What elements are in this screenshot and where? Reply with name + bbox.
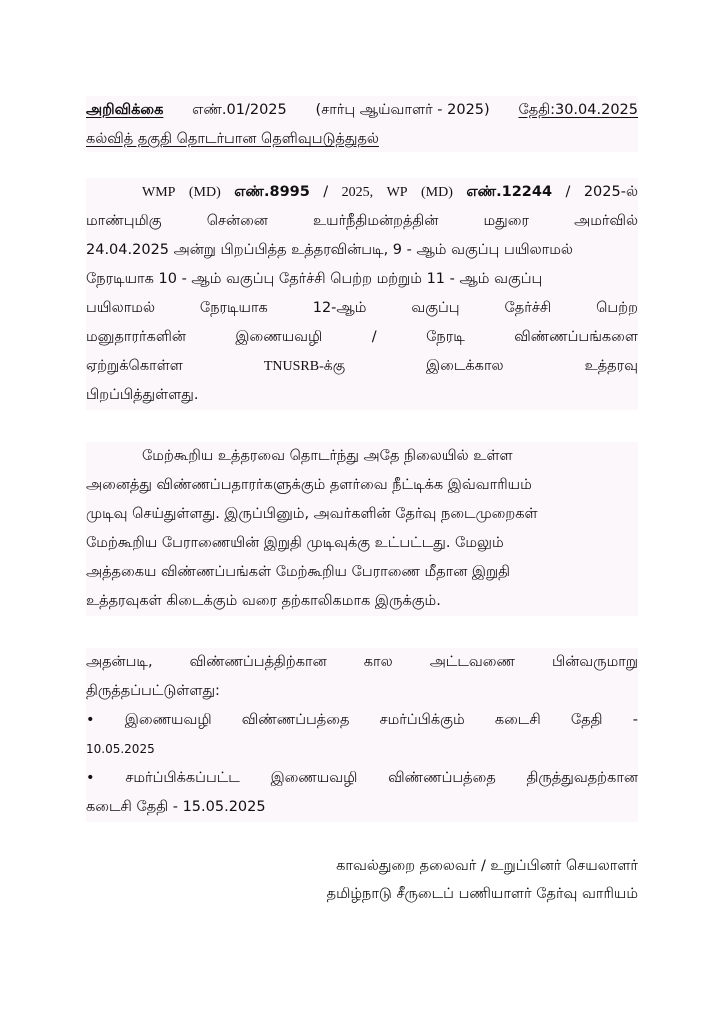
para1-line-1: WMP (MD) எண்.8995 / 2025, WP (MD) எண்.12244 / 2025-ல் (142, 184, 638, 200)
notice-subject: கல்வித் தகுதி தொடர்பான தெளிவுபடுத்துதல் (86, 131, 379, 147)
para2-line-3: முடிவு செய்துள்ளது. இருப்பினும், அவர்களின் தேர்வு நடைமுறைகள் (86, 506, 538, 522)
paragraph-relaxation (86, 442, 638, 616)
signatory-designation: காவல்துறை தலைவர் / உறுப்பினர் செயலாளர் (336, 858, 638, 874)
list-item-date: 10.05.2025 (86, 742, 155, 756)
para1-line-2: மாண்புமிகு சென்னை உயர்நீதிமன்றத்தின் மதுரை அமர்வில் (86, 213, 638, 229)
paragraph-schedule (86, 648, 638, 706)
para2-line-4: மேற்கூறிய பேராணையின் இறுதி முடிவுக்கு உட்பட்டது. மேலும் (86, 535, 504, 551)
notice-post: (சார்பு ஆய்வாளர் - 2025) (315, 102, 490, 118)
notice-header (86, 96, 638, 152)
list-item: • சமர்ப்பிக்கப்பட்ட இணையவழி விண்ணப்பத்தை திருத்துவதற்கான (86, 764, 638, 793)
para3-line-1: அதன்படி, விண்ணப்பத்திற்கான கால அட்டவணை பின்வருமாறு (86, 654, 638, 670)
notice-date: தேதி:30.04.2025 (518, 102, 638, 118)
para2-line-2: அனைத்து விண்ணப்பதாரர்களுக்கும் தளர்வை நீட்டிக்க இவ்வாரியம் (86, 477, 532, 493)
notice-label: அறிவிக்கை (86, 102, 164, 118)
signatory-organization: தமிழ்நாடு சீருடைப் பணியாளர் தேர்வு வாரியம் (326, 886, 638, 902)
para3-line-2: திருத்தப்பட்டுள்ளது: (86, 683, 220, 699)
para2-line-6: உத்தரவுகள் கிடைக்கும் வரை தற்காலிகமாக இருக்கும். (86, 593, 441, 609)
list-item-date: கடைசி தேதி - 15.05.2025 (86, 799, 266, 815)
bullet-icon: • (86, 712, 95, 728)
notice-number: எண்.01/2025 (192, 102, 287, 118)
para2-line-5: அத்தகைய விண்ணப்பங்கள் மேற்கூறிய பேராணை மீதான இறுதி (86, 564, 511, 580)
header-line-2 (86, 125, 638, 154)
para2-line-1: மேற்கூறிய உத்தரவை தொடர்ந்து அதே நிலையில் உள்ள (142, 448, 513, 464)
para1-line-4: நேரடியாக 10 - ஆம் வகுப்பு தேர்ச்சி பெற்ற மற்றும் 11 - ஆம் வகுப்பு (86, 271, 543, 287)
para1-line-8: பிறப்பித்துள்ளது. (86, 387, 199, 403)
bullet-icon: • (86, 770, 95, 786)
para1-line-5: பயிலாமல் நேரடியாக 12-ஆம் வகுப்பு தேர்ச்சி பெற்ற (86, 300, 638, 316)
list-item: • இணையவழி விண்ணப்பத்தை சமர்ப்பிக்கும் கடைசி தேதி - (86, 706, 638, 735)
schedule-list (86, 706, 638, 822)
header-line-1 (86, 96, 638, 125)
para1-line-3: 24.04.2025 அன்று பிறப்பித்த உத்தரவின்படி, 9 - ஆம் வகுப்பு பயிலாமல் (86, 242, 573, 258)
para1-line-6: மனுதாரர்களின் இணையவழி / நேரடி விண்ணப்பங்களை (86, 329, 638, 345)
signature-block (327, 852, 638, 908)
paragraph-court-order (86, 178, 638, 410)
para1-line-7: ஏற்றுக்கொள்ள TNUSRB-க்கு இடைக்கால உத்தரவு (86, 358, 638, 374)
